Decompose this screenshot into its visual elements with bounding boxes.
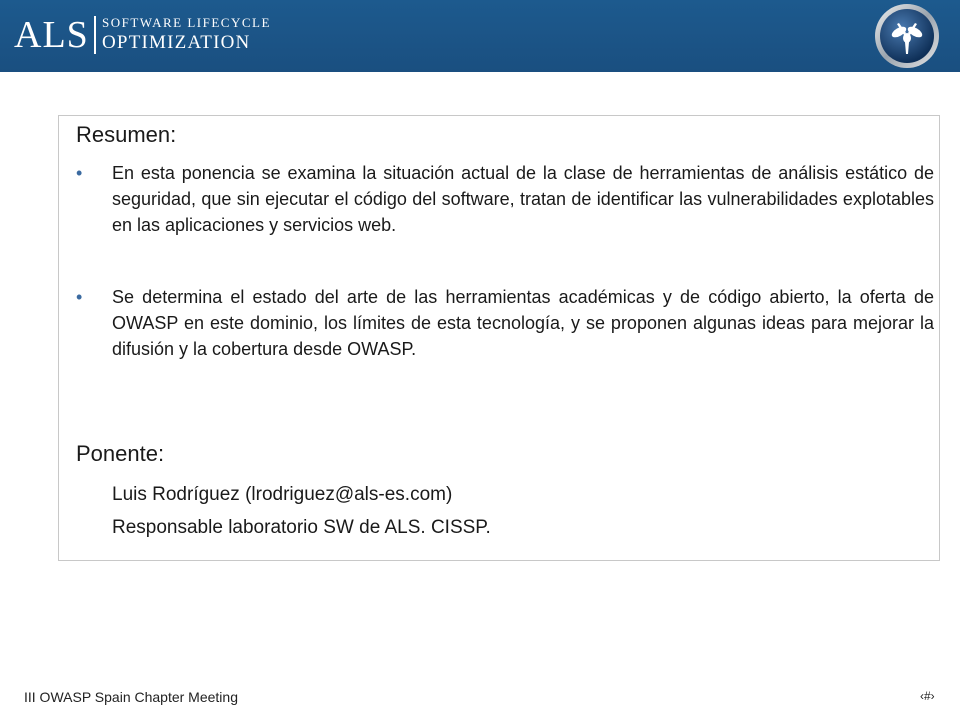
speaker-role: Responsable laboratorio SW de ALS. CISSP.: [112, 517, 491, 538]
bullet-item: [76, 160, 934, 238]
logo-subtitle-line1: SOFTWARE LIFECYCLE: [102, 15, 271, 30]
page-number: ‹#›: [920, 689, 935, 703]
summary-heading: Resumen:: [76, 122, 177, 147]
logo-subtitle: [102, 14, 271, 52]
bullet-item: [76, 284, 934, 362]
bullet-text: En esta ponencia se examina la situación actual de la clase de herramientas de análisis estático de seguridad, que sin ejecutar el código del software, tratan de identificar las vulnerabilidades explotables en las aplicaciones y servicios web.: [112, 163, 934, 235]
header-bar: [0, 0, 960, 72]
speaker-heading: Ponente:: [76, 441, 165, 466]
bullet-symbol: •: [76, 287, 83, 307]
bullet-text: Se determina el estado del arte de las herramientas académicas y de código abierto, la oferta de OWASP en este dominio, los límites de esta tecnología, y se proponen algunas ideas para mejorar la difusión y la cobertura desde OWASP.: [112, 287, 934, 359]
als-logo-text: ALS: [14, 14, 89, 56]
speaker-name: Luis Rodríguez (lrodriguez@als-es.com): [112, 484, 453, 505]
logo-subtitle-line2: OPTIMIZATION: [102, 32, 251, 53]
owasp-wasp-icon: [873, 2, 941, 70]
logo-divider: [94, 16, 96, 54]
footer-event: III OWASP Spain Chapter Meeting: [24, 689, 238, 705]
bullet-symbol: •: [76, 163, 83, 183]
